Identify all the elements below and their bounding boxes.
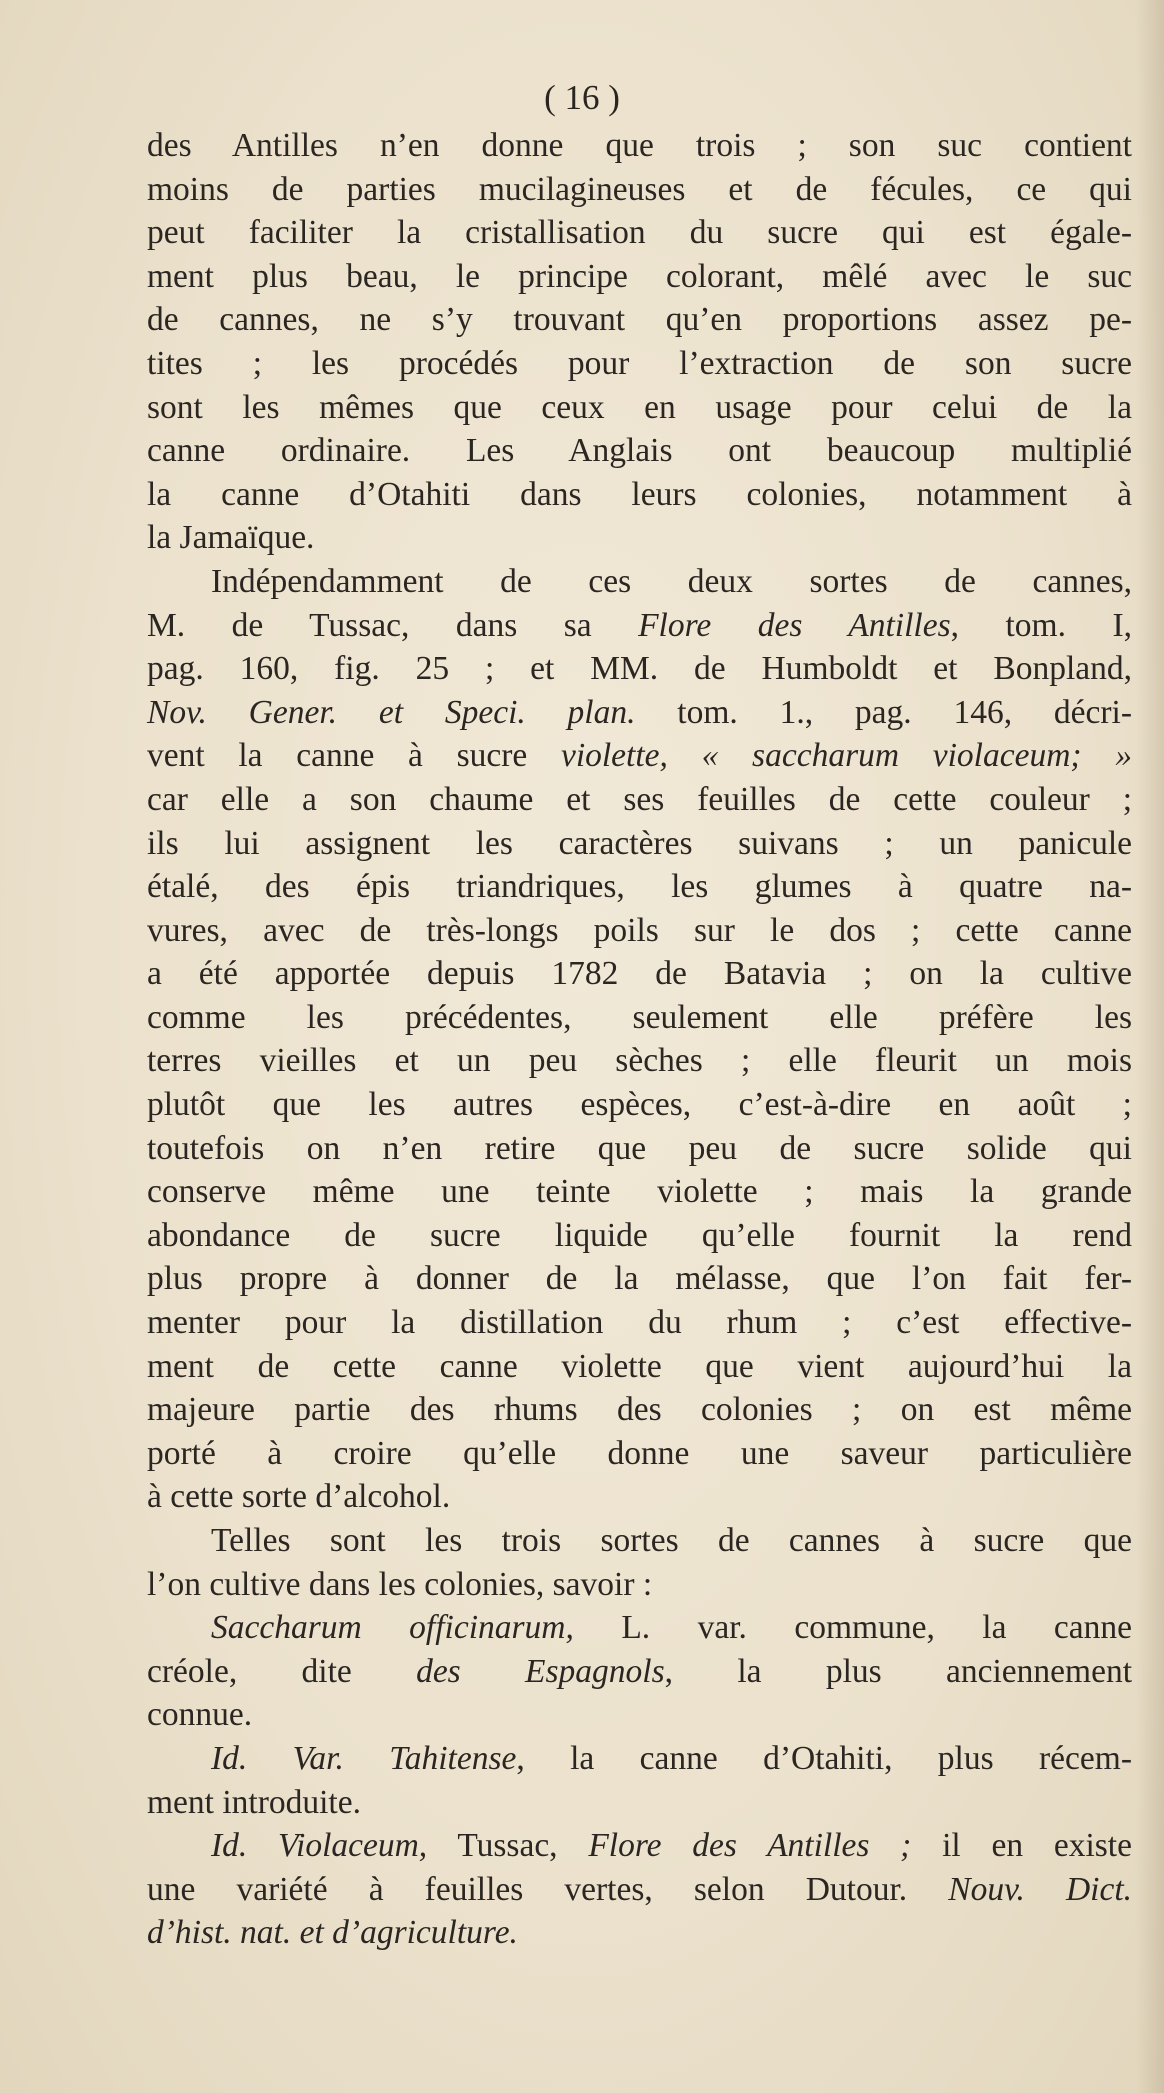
text-span: , la canne d’Otahiti, plus récem- bbox=[516, 1739, 1132, 1777]
text-line: Indépendamment de ces deux sortes de cannes, bbox=[211, 562, 1132, 600]
text-line: vures, avec de très-longs poils sur le dos ; cette canne bbox=[147, 911, 1132, 949]
text-span: tom. 1., pag. 146, décri- bbox=[635, 693, 1133, 731]
text-line: ils lui assignent les caractères suivans ; un panicule bbox=[147, 824, 1132, 862]
text-line bbox=[147, 1911, 1132, 1955]
page-number: ( 16 ) bbox=[544, 78, 620, 117]
italic-title: Nov. Gener. et Speci. plan. bbox=[147, 693, 636, 731]
text-line bbox=[147, 1606, 1132, 1650]
text-line: la canne d’Otahiti dans leurs colonies, notamment à bbox=[147, 475, 1132, 513]
text-line: des Antilles n’en donne que trois ; son suc contient bbox=[147, 127, 1132, 164]
text-line: connue. bbox=[147, 1696, 253, 1734]
text-span: , la plus anciennement bbox=[664, 1652, 1132, 1690]
text-line: sont les mêmes que ceux en usage pour celui de la bbox=[147, 388, 1132, 426]
text-line: majeure partie des rhums des colonies ; on est même bbox=[147, 1391, 1132, 1429]
text-line bbox=[147, 604, 1132, 648]
text-span: L. var. commune, la canne bbox=[573, 1609, 1133, 1647]
text-line: a été apportée depuis 1782 de Batavia ; on la cultive bbox=[147, 955, 1132, 993]
text-line: ment plus beau, le principe colorant, mêlé avec le suc bbox=[147, 257, 1132, 295]
text-line bbox=[147, 1737, 1132, 1781]
text-line: étalé, des épis triandriques, les glumes à quatre na- bbox=[147, 868, 1132, 906]
page-body bbox=[147, 124, 1132, 1955]
text-span: créole, dite bbox=[147, 1652, 417, 1690]
italic-species: Id. Var. Tahitense bbox=[211, 1739, 517, 1777]
text-line bbox=[147, 1868, 1132, 1912]
text-line: l’on cultive dans les colonies, savoir : bbox=[147, 1565, 653, 1603]
text-line bbox=[147, 1650, 1132, 1694]
text-line: de cannes, ne s’y trouvant qu’en proportions assez pe- bbox=[147, 301, 1132, 339]
text-line bbox=[147, 691, 1132, 735]
italic-title: Flore des Antilles ; bbox=[588, 1827, 912, 1865]
text-line: Telles sont les trois sortes de cannes à sucre que bbox=[211, 1522, 1132, 1559]
text-line: toutefois on n’en retire que peu de sucre solide qui bbox=[147, 1129, 1132, 1167]
italic-title: d’hist. nat. et d’agriculture. bbox=[147, 1914, 518, 1952]
text-span: il en existe bbox=[911, 1827, 1132, 1865]
text-line: conserve même une teinte violette ; mais la grande bbox=[147, 1173, 1132, 1211]
text-span: M. de Tussac, dans sa bbox=[147, 606, 639, 644]
page-gutter-shadow bbox=[1136, 0, 1164, 2093]
text-line bbox=[147, 1824, 1132, 1868]
text-line: plus propre à donner de la mélasse, que l’on fait fer- bbox=[147, 1260, 1132, 1298]
italic-term: des Espagnols bbox=[416, 1652, 665, 1690]
text-line: terres vieilles et un peu sèches ; elle fleurit un mois bbox=[147, 1042, 1132, 1080]
text-line: plutôt que les autres espèces, c’est-à-dire en août ; bbox=[147, 1086, 1132, 1124]
text-line: ment de cette canne violette que vient aujourd’hui la bbox=[147, 1347, 1132, 1385]
text-span: une variété à feuilles vertes, selon Dutour. bbox=[147, 1870, 949, 1908]
italic-species: Id. Violaceum, bbox=[211, 1827, 428, 1865]
text-line: porté à croire qu’elle donne une saveur particulière bbox=[147, 1434, 1132, 1472]
text-line: tites ; les procédés pour l’extraction de son sucre bbox=[147, 344, 1132, 382]
text-line: menter pour la distillation du rhum ; c’est effective- bbox=[147, 1304, 1132, 1342]
text-line: comme les précédentes, seulement elle préfère les bbox=[147, 998, 1132, 1036]
italic-species: violette, « saccharum violaceum; » bbox=[560, 737, 1132, 775]
text-span: vent la canne à sucre bbox=[147, 737, 561, 775]
text-line bbox=[147, 734, 1132, 778]
text-line: peut faciliter la cristallisation du sucre qui est égale- bbox=[147, 214, 1132, 252]
text-line: pag. 160, fig. 25 ; et MM. de Humboldt et Bonpland, bbox=[147, 650, 1132, 688]
text-span: Tussac, bbox=[427, 1827, 589, 1865]
text-line: la Jamaïque. bbox=[147, 519, 315, 557]
text-line: à cette sorte d’alcohol. bbox=[147, 1478, 451, 1516]
text-span: , tom. I, bbox=[950, 606, 1132, 644]
italic-title: Nouv. Dict. bbox=[948, 1870, 1132, 1908]
italic-title: Flore des Antilles bbox=[638, 606, 951, 644]
text-line: car elle a son chaume et ses feuilles de cette couleur ; bbox=[147, 780, 1132, 818]
italic-species: Saccharum officinarum, bbox=[211, 1609, 574, 1647]
text-line: moins de parties mucilagineuses et de fécules, ce qui bbox=[147, 170, 1132, 208]
text-line: ment introduite. bbox=[147, 1783, 361, 1821]
text-line: canne ordinaire. Les Anglais ont beaucoup multiplié bbox=[147, 432, 1132, 470]
text-line: abondance de sucre liquide qu’elle fournit la rend bbox=[147, 1216, 1132, 1254]
